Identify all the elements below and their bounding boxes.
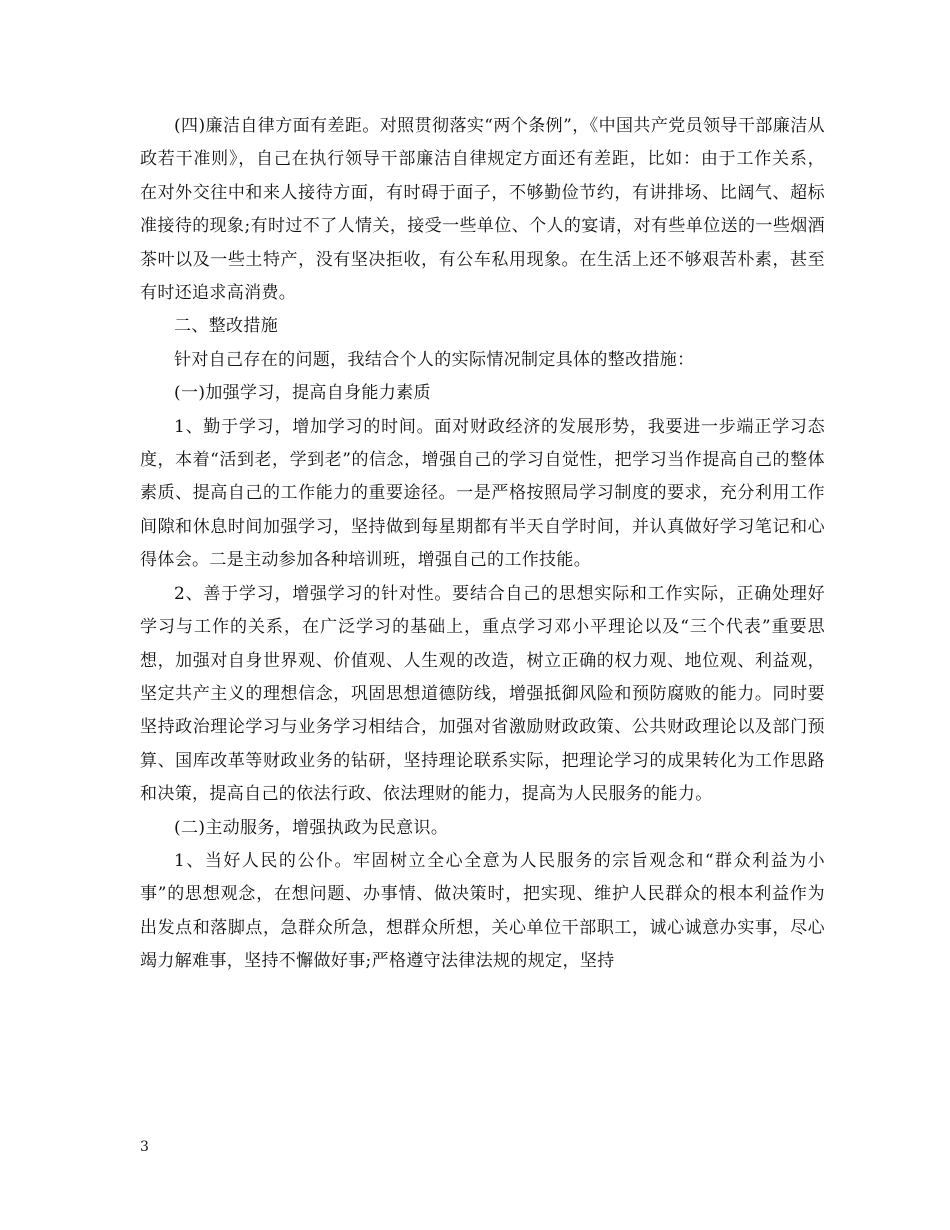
subheading-active-service: (二)主动服务，增强执政为民意识。	[174, 817, 449, 838]
page-number: 3	[140, 1139, 149, 1155]
section-heading-rectification: 二、整改措施	[174, 316, 279, 337]
document-body	[140, 110, 825, 979]
subheading-strengthen-study: (一)加强学习，提高自身能力素质	[174, 383, 431, 404]
paragraph-study-focus: 2、善于学习，增强学习的针对性。要结合自己的思想实际和工作实际，正确处理好学习与工作的关系，在广泛学习的基础上，重点学习邓小平理论以及“三个代表”重要思想，加强对自身世界观、价值观、人生观的改造，树立正确的权力观、地位观、利益观，坚定共产主义的理想信念，巩固思想道德防线，增强抵御风险和预防腐败的能力。同时要坚持政治理论学习与业务学习相结合，加强对省激励财政政策、公共财政理论以及部门预算、国库改革等财政业务的钻研，坚持理论联系实际，把理论学习的成果转化为工作思路和决策，提高自己的依法行政、依法理财的能力，提高为人民服务的能力。	[140, 583, 825, 805]
paragraph-public-servant: 1、当好人民的公仆。牢固树立全心全意为人民服务的宗旨观念和“群众利益为小事”的思想观念，在想问题、办事情、做决策时，把实现、维护人民群众的根本利益作为出发点和落脚点，急群众所急，想群众所想，关心单位干部职工，诚心诚意办实事，尽心竭力解难事，坚持不懈做好事;严格遵守法律法规的规定，坚持	[140, 850, 825, 972]
paragraph-rectification-intro: 针对自己存在的问题，我结合个人的实际情况制定具体的整改措施：	[174, 349, 695, 370]
paragraph-study-time: 1、勤于学习，增加学习的时间。面对财政经济的发展形势，我要进一步端正学习态度，本着“活到老，学到老”的信念，增强自己的学习自觉性，把学习当作提高自己的整体素质、提高自己的工作能力的重要途径。一是严格按照局学习制度的要求，充分利用工作间隙和休息时间加强学习，坚持做到每星期都有半天自学时间，并认真做好学习笔记和心得体会。二是主动参加各种培训班，增强自己的工作技能。	[140, 416, 825, 571]
paragraph-integrity-gap: (四)廉洁自律方面有差距。对照贯彻落实“两个条例”，《中国共产党员领导干部廉洁从政若干准则》，自己在执行领导干部廉洁自律规定方面还有差距，比如：由于工作关系，在对外交往中和来人接待方面，有时碍于面子，不够勤俭节约，有讲排场、比阔气、超标准接待的现象;有时过不了人情关，接受一些单位、个人的宴请，对有些单位送的一些烟酒茶叶以及一些土特产，没有坚决拒收，有公车私用现象。在生活上还不够艰苦朴素，甚至有时还追求高消费。	[140, 116, 825, 304]
